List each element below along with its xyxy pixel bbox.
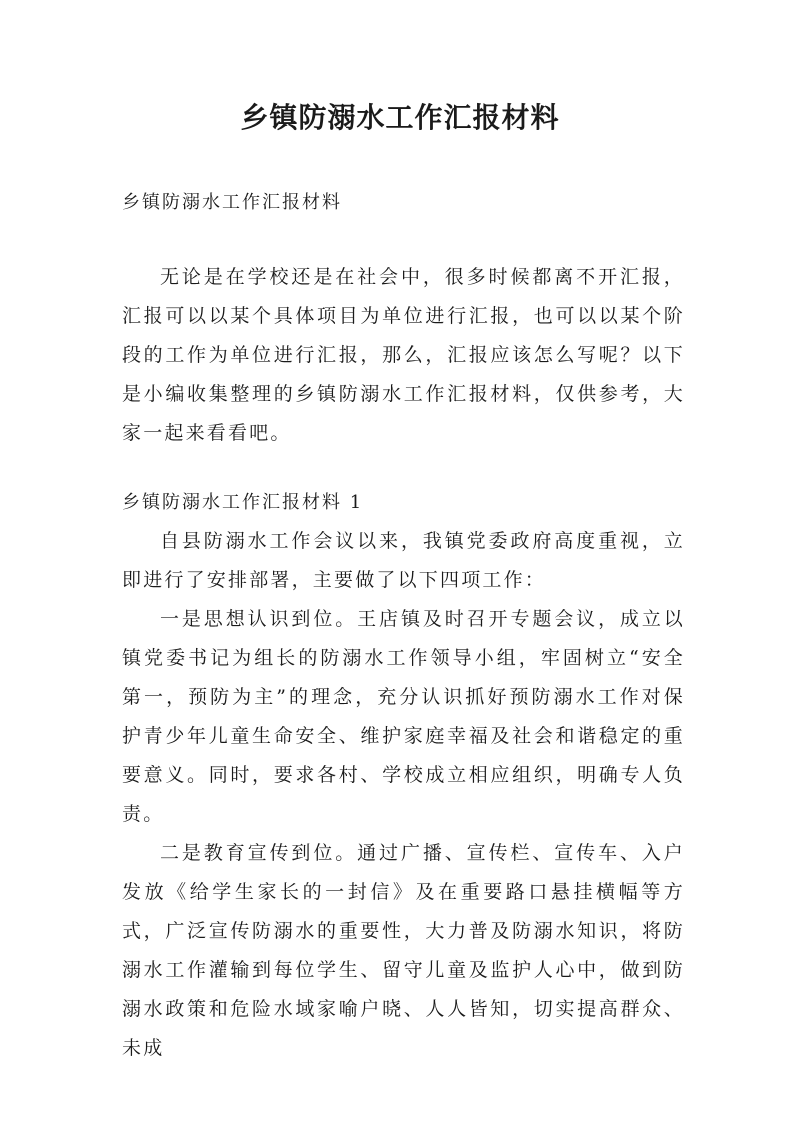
paragraph-opening: 自县防溺水工作会议以来，我镇党委政府高度重视，立即进行了安排部署，主要做了以下四项工作： — [122, 530, 685, 591]
intro-paragraph: 无论是在学校还是在社会中，很多时候都离不开汇报，汇报可以以某个具体项目为单位进行汇报，也可以以某个阶段的工作为单位进行汇报，那么，汇报应该怎么写呢？以下是小编收集整理的乡镇防溺水工作汇报材料，仅供参考，大家一起来看看吧。 — [122, 266, 685, 444]
paragraph-point-two: 二是教育宣传到位。通过广播、宣传栏、宣传车、入户发放《给学生家长的一封信》及在重要路口悬挂横幅等方式，广泛宣传防溺水的重要性，大力普及防溺水知识，将防溺水工作灌输到每位学生、留守儿童及监护人心中，做到防溺水政策和危险水域家喻户晓、人人皆知，切实提高群众、未成 — [122, 842, 685, 1059]
paragraph-point-one: 一是思想认识到位。王店镇及时召开专题会议，成立以镇党委书记为组长的防溺水工作领导小组，牢固树立“安全第一，预防为主”的理念，充分认识抓好预防溺水工作对保护青少年儿童生命安全、维护家庭幸福及社会和谐稳定的重要意义。同时，要求各村、学校成立相应组织，明确专人负责。 — [122, 608, 685, 825]
document-title: 乡镇防溺水工作汇报材料 — [240, 101, 560, 134]
document-subtitle: 乡镇防溺水工作汇报材料 — [122, 192, 342, 213]
section-heading: 乡镇防溺水工作汇报材料 1 — [122, 492, 364, 513]
section-body — [122, 522, 685, 1068]
